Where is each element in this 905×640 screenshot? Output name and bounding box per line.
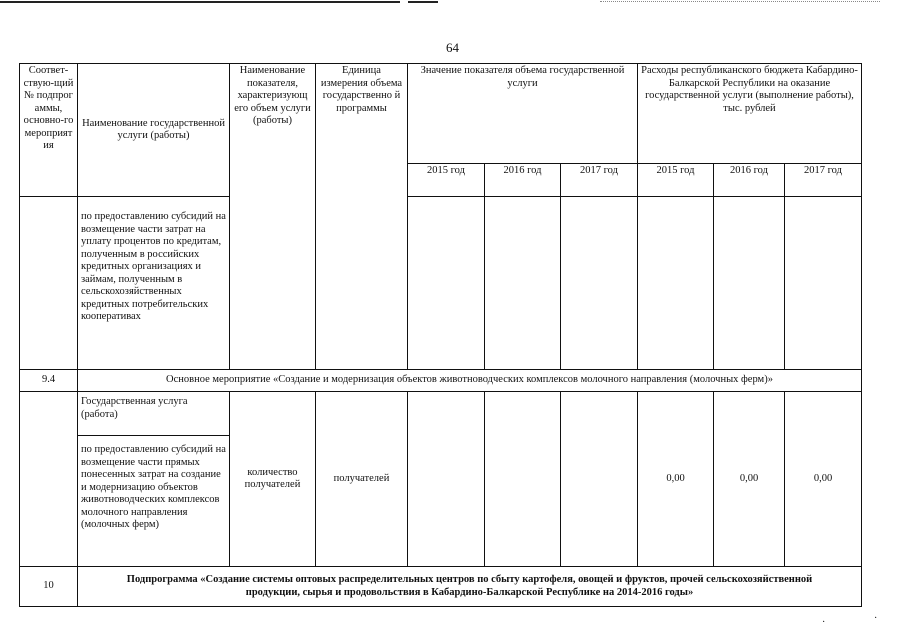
empty-cell [485, 197, 561, 370]
value-year-2017: 2017 год [561, 164, 638, 197]
empty-cell [785, 197, 862, 370]
row-code: 9.4 [20, 370, 78, 392]
header-value-group: Значение показателя объема государственной услуги [408, 64, 638, 164]
empty-cell [20, 197, 78, 370]
header-service-name: Наименование государственной услуги (работы) [78, 64, 230, 197]
scan-edge-line [0, 1, 400, 3]
empty-cell [561, 197, 638, 370]
empty-cell [561, 392, 638, 567]
empty-cell [714, 197, 785, 370]
empty-cell [485, 392, 561, 567]
margin-mark: · [822, 617, 826, 628]
header-row [20, 64, 862, 164]
value-year-2015: 2015 год [408, 164, 485, 197]
program-table [19, 63, 862, 607]
subprogram-title: Подпрограмма «Создание системы оптовых распределительных центров по сбыту картофеля, овощей и фруктов, прочей сельскохозяйственной продукции, сырья и продовольствия в Кабардино-Балкарской Республике на 2014-2016 годы» [78, 567, 862, 607]
expense-year-2015: 2015 год [638, 164, 714, 197]
expense-year-2016: 2016 год [714, 164, 785, 197]
unit-cell: получателей [316, 392, 408, 567]
header-expense-group: Расходы республиканского бюджета Кабардино-Балкарской Республики на оказание государственной услуги (выполнение работы), тыс. рублей [638, 64, 862, 164]
activity-title: Основное мероприятие «Создание и модернизация объектов животноводческих комплексов молочного направления (молочных ферм)» [78, 370, 862, 392]
indicator-cell: количество получателей [230, 392, 316, 567]
empty-cell [20, 392, 78, 567]
table-row [20, 197, 862, 370]
scan-edge-line [408, 1, 438, 3]
header-unit: Единица измерения объема государственно й программы [316, 64, 408, 370]
margin-mark: · [874, 613, 878, 624]
page-number: 64 [446, 40, 459, 55]
value-year-2016: 2016 год [485, 164, 561, 197]
scan-edge-line [600, 1, 880, 2]
table-row [20, 392, 862, 567]
header-code: Соответ-ствую-щий № подпрог аммы, основно-го мероприят ия [20, 64, 78, 197]
row-code: 10 [20, 567, 78, 607]
header-indicator-name: Наименование показателя, характеризующ его объем услуги (работы) [230, 64, 316, 370]
table-row [20, 567, 862, 607]
service-heading: Государственная услуга (работа) [78, 392, 229, 436]
expense-2015-cell: 0,00 [638, 392, 714, 567]
expense-2017-cell: 0,00 [785, 392, 862, 567]
service-name-cell: по предоставлению субсидий на возмещение части затрат на уплату процентов по кредитам, полученным в российских кредитных организациях и займам, полученным в сельскохозяйственных кредитных потребительских кооперативах [78, 197, 230, 370]
empty-cell [638, 197, 714, 370]
service-detail: по предоставлению субсидий на возмещение части прямых понесенных затрат на создание и модернизацию объектов животноводческих комплексов молочного направления (молочных ферм) [81, 444, 226, 530]
service-name-cell [78, 392, 230, 567]
expense-year-2017: 2017 год [785, 164, 862, 197]
empty-cell [408, 392, 485, 567]
table-row [20, 370, 862, 392]
expense-2016-cell: 0,00 [714, 392, 785, 567]
empty-cell [408, 197, 485, 370]
